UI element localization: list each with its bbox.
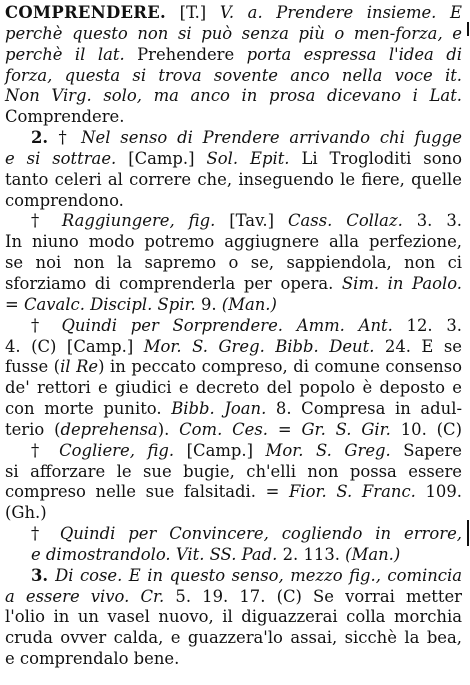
sense-number: 2. bbox=[31, 128, 59, 148]
text-line: In niuno modo potremo aggiugnere alla perfezione, bbox=[5, 232, 462, 252]
text-line: † Quindi per Convincere, cogliendo in errore, bbox=[31, 524, 462, 544]
text-line: l'olio in un vasel nuovo, il diguazzerai colla morchia bbox=[5, 607, 462, 627]
text-line: forza, questa si trova sovente anco nella voce it. bbox=[5, 65, 462, 85]
entry-subsense-cogliere bbox=[5, 441, 462, 524]
entry-sense-3 bbox=[5, 566, 462, 670]
text-line: se noi non la sapremo o se, sappiendola, non ci bbox=[5, 253, 462, 273]
text-line: 2. † Nel senso di Prendere arrivando chi fugge bbox=[31, 128, 462, 148]
text-line: e dimostrandolo. Vit. SS. Pad. 2. 113. (Man.) bbox=[31, 544, 401, 564]
entry-subsense-raggiungere bbox=[5, 211, 462, 315]
text-line: terio (deprehensa). Com. Ces. = Gr. S. Gir. 10. (C) bbox=[5, 419, 462, 439]
text-line: compreso nelle sue falsitadi. = Fior. S. Franc. 109. bbox=[5, 482, 462, 502]
text-line: † Cogliere, fig. [Camp.] Mor. S. Greg. Sapere bbox=[31, 440, 462, 460]
entry-subsense-convincere bbox=[5, 524, 462, 566]
text-line: con morte punito. Bibb. Joan. 8. Compresa in adul- bbox=[5, 399, 462, 419]
text-line: fusse (il Re) in peccato compreso, di comune consenso bbox=[5, 357, 462, 377]
text-line: COMPRENDERE. [T.] V. a. Prendere insieme. E bbox=[5, 3, 463, 22]
margin-mark bbox=[467, 22, 469, 36]
headword: COMPRENDERE. bbox=[5, 3, 167, 22]
text-line: tanto celeri al correre che, inseguendo le fiere, quelle bbox=[5, 169, 462, 189]
text-line: e si sottrae. [Camp.] Sol. Epit. Li Trogloditi sono bbox=[5, 148, 462, 168]
text-line: cruda ovver calda, e guazzera'lo assai, sicchè la bea, bbox=[5, 628, 462, 648]
text-line: de' rettori e giudici e decreto del popolo è deposto e bbox=[5, 378, 462, 398]
text-line: a essere vivo. Cr. 5. 19. 17. (C) Se vorrai metter bbox=[5, 586, 462, 606]
text-line: Non Virg. solo, ma anco in prosa dicevano i Lat. bbox=[5, 86, 462, 106]
text-line: † Quindi per Sorprendere. Amm. Ant. 12. 3. bbox=[31, 315, 462, 335]
text-line: Comprendere. bbox=[5, 107, 125, 127]
text-line: e comprendalo bene. bbox=[5, 649, 180, 669]
text-line: 3. Di cose. E in questo senso, mezzo fig., comincia bbox=[31, 565, 462, 585]
text-line: † Raggiungere, fig. [Tav.] Cass. Collaz. 3. 3. bbox=[31, 211, 462, 231]
text-line: sforziamo di comprenderla per opera. Sim. in Paolo. bbox=[5, 273, 462, 293]
text-line: si afforzare le sue bugie, ch'elli non possa essere bbox=[5, 461, 462, 481]
text-line: perchè questo non si può senza più o men-forza, e bbox=[5, 23, 462, 43]
entry-sense-2 bbox=[5, 128, 462, 211]
entry-sense-1 bbox=[5, 3, 462, 128]
text-line: = Cavalc. Discipl. Spir. 9. (Man.) bbox=[5, 294, 277, 314]
text-line: comprendono. bbox=[5, 190, 124, 210]
text-line: (Gh.) bbox=[5, 503, 47, 523]
margin-mark bbox=[467, 520, 469, 546]
entry-subsense-sorprendere bbox=[5, 316, 462, 441]
text-line: 4. (C) [Camp.] Mor. S. Greg. Bibb. Deut. 24. E se bbox=[5, 336, 462, 356]
sense-number: 3. bbox=[31, 565, 56, 585]
text-line: perchè il lat. Prehendere porta espressa l'idea di bbox=[5, 44, 462, 64]
